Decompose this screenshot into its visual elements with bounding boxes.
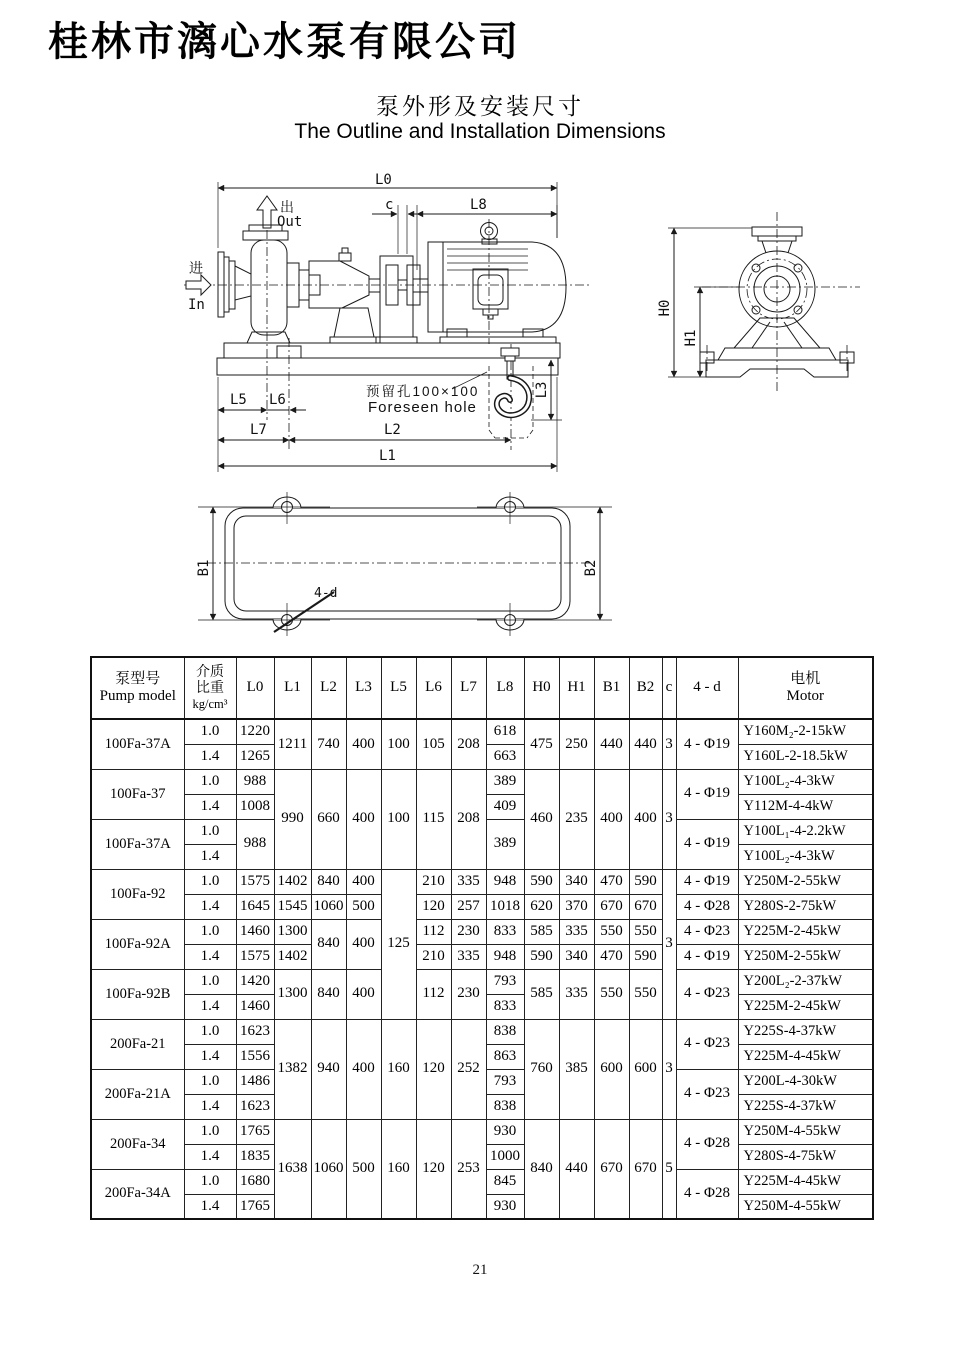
- dimension-cell: 4 - Φ23: [676, 969, 738, 1019]
- dimension-cell: 760: [524, 1019, 559, 1119]
- pump-model-cell: 200Fa-34: [91, 1119, 184, 1169]
- dimension-cell: 208: [451, 769, 486, 869]
- dimension-cell: 670: [594, 1119, 629, 1219]
- dimension-cell: 1.4: [184, 1094, 236, 1119]
- col-header-L2: L2: [311, 657, 346, 719]
- table-row: [91, 894, 873, 919]
- dimension-cell: 4 - Φ28: [676, 894, 738, 919]
- dimension-cell: 1.0: [184, 1069, 236, 1094]
- dimension-cell: 550: [629, 969, 662, 1019]
- side-view: [184, 172, 592, 472]
- dimension-cell: 5: [662, 1119, 676, 1219]
- col-header-H1: H1: [559, 657, 594, 719]
- dimension-cell: 660: [311, 769, 346, 869]
- dimension-cell: 550: [594, 969, 629, 1019]
- dim-label-L7: L7: [250, 422, 267, 438]
- dimension-cell: 840: [524, 1119, 559, 1219]
- dimension-cell: 115: [416, 769, 451, 869]
- pump-model-cell: 200Fa-21A: [91, 1069, 184, 1119]
- motor-body: [428, 223, 566, 344]
- page-title-zh: 泵外形及安装尺寸: [376, 93, 584, 119]
- table-header: [91, 657, 873, 719]
- dimension-cell: 100: [381, 719, 416, 769]
- dimension-cell: 670: [629, 1119, 662, 1219]
- dimension-cell: 1211: [274, 719, 311, 769]
- dimension-cell: 620: [524, 894, 559, 919]
- dimension-cell: 4 - Φ19: [676, 819, 738, 869]
- page-title-en: The Outline and Installation Dimensions: [294, 120, 666, 143]
- dimension-cell: 1402: [274, 944, 311, 969]
- table-row: [91, 769, 873, 794]
- table-row: [91, 919, 873, 944]
- dim-label-L0: L0: [375, 172, 392, 188]
- dimension-cell: 793: [486, 1069, 524, 1094]
- pump-model-cell: 100Fa-37A: [91, 719, 184, 769]
- dimension-cell: 1623: [236, 1094, 274, 1119]
- col-header-L0: L0: [236, 657, 274, 719]
- dimension-cell: 1556: [236, 1044, 274, 1069]
- dimension-cell: 400: [346, 1019, 381, 1119]
- motor-cell: Y200L₂-2-37kW: [738, 969, 873, 994]
- dimension-cell: 235: [559, 769, 594, 869]
- dim-label-L1: L1: [379, 448, 396, 464]
- dimension-cell: 1060: [311, 1119, 346, 1219]
- dimension-cell: 4 - Φ19: [676, 869, 738, 894]
- dimension-cell: 600: [594, 1019, 629, 1119]
- col-header-c: c: [662, 657, 676, 719]
- dimension-cell: 550: [629, 919, 662, 944]
- dim-label-B2: B2: [583, 559, 599, 577]
- col-header-B2: B2: [629, 657, 662, 719]
- dimension-cell: 1.0: [184, 1169, 236, 1194]
- dimension-cell: 100: [381, 769, 416, 869]
- col-header-4d: 4 - d: [676, 657, 738, 719]
- dimension-cell: 340: [559, 869, 594, 894]
- dimension-cell: 400: [346, 969, 381, 1019]
- dim-label-B1: B1: [196, 559, 212, 577]
- dimension-cell: 663: [486, 744, 524, 769]
- dimension-cell: 210: [416, 869, 451, 894]
- dimension-cell: 838: [486, 1094, 524, 1119]
- motor-cell: Y280S-4-75kW: [738, 1144, 873, 1169]
- dimensions-table-wrap: [90, 656, 874, 1220]
- dimension-cell: 948: [486, 869, 524, 894]
- dimension-cell: 440: [629, 719, 662, 769]
- dimension-cell: 930: [486, 1194, 524, 1219]
- dimension-cell: 1.4: [184, 844, 236, 869]
- dimension-cell: 4 - Φ23: [676, 919, 738, 944]
- col-header-pump-model: 泵型号 Pump model: [91, 657, 184, 719]
- dimension-cell: 1.0: [184, 719, 236, 744]
- dimension-cell: 210: [416, 944, 451, 969]
- dimension-cell: 1382: [274, 1019, 311, 1119]
- dimension-cell: 389: [486, 769, 524, 794]
- dimension-cell: 400: [346, 719, 381, 769]
- dimension-cell: 1220: [236, 719, 274, 744]
- dimension-cell: 1460: [236, 919, 274, 944]
- motor-cell: Y100L₁-4-2.2kW: [738, 819, 873, 844]
- pump-model-cell: 100Fa-92A: [91, 919, 184, 969]
- dimension-cell: 1460: [236, 994, 274, 1019]
- dimension-cell: 1.4: [184, 1044, 236, 1069]
- dimension-cell: 3: [662, 769, 676, 869]
- dimension-cell: 840: [311, 919, 346, 969]
- dimension-cell: 1.0: [184, 919, 236, 944]
- dimension-cell: 833: [486, 919, 524, 944]
- dimension-cell: 208: [451, 719, 486, 769]
- inlet-label-en: In: [188, 297, 205, 313]
- pump-model-cell: 100Fa-92B: [91, 969, 184, 1019]
- motor-cell: Y160M₂-2-15kW: [738, 719, 873, 744]
- motor-cell: Y200L-4-30kW: [738, 1069, 873, 1094]
- table-row: [91, 1119, 873, 1144]
- motor-cell: Y250M-2-55kW: [738, 869, 873, 894]
- dimension-cell: 793: [486, 969, 524, 994]
- dimension-cell: 585: [524, 919, 559, 944]
- dimension-cell: 1008: [236, 794, 274, 819]
- dimension-cell: 1420: [236, 969, 274, 994]
- dimension-cell: 1.4: [184, 1144, 236, 1169]
- motor-cell: Y100L₂-4-3kW: [738, 769, 873, 794]
- dimension-cell: 1.0: [184, 1119, 236, 1144]
- dim-label-H1: H1: [683, 329, 699, 347]
- dimension-cell: 230: [451, 969, 486, 1019]
- dimension-cell: 470: [594, 869, 629, 894]
- dimension-cell: 1402: [274, 869, 311, 894]
- dimension-cell: 1680: [236, 1169, 274, 1194]
- pump-body: [218, 225, 428, 343]
- dimension-cell: 440: [594, 719, 629, 769]
- dimension-cell: 409: [486, 794, 524, 819]
- dimension-cell: 475: [524, 719, 559, 769]
- dimension-cell: 230: [451, 919, 486, 944]
- dimension-cell: 590: [629, 944, 662, 969]
- dimension-cell: 838: [486, 1019, 524, 1044]
- dimension-cell: 670: [629, 894, 662, 919]
- col-header-L1: L1: [274, 657, 311, 719]
- dimension-cell: 930: [486, 1119, 524, 1144]
- dimension-cell: 1.0: [184, 819, 236, 844]
- motor-cell: Y225S-4-37kW: [738, 1019, 873, 1044]
- dimension-cell: 1.4: [184, 1194, 236, 1219]
- motor-cell: Y250M-4-55kW: [738, 1194, 873, 1219]
- dimensions-table: [90, 656, 874, 1220]
- table-row: [91, 1019, 873, 1044]
- dimension-cell: 160: [381, 1119, 416, 1219]
- dim-label-L6: L6: [269, 392, 286, 408]
- pump-model-cell: 100Fa-37A: [91, 819, 184, 869]
- dimension-cell: 112: [416, 919, 451, 944]
- col-header-B1: B1: [594, 657, 629, 719]
- dimension-cell: 845: [486, 1169, 524, 1194]
- dimension-cell: 4 - Φ28: [676, 1119, 738, 1169]
- inlet-label-zh: 进: [189, 260, 203, 276]
- motor-cell: Y225S-4-37kW: [738, 1094, 873, 1119]
- motor-cell: Y280S-2-75kW: [738, 894, 873, 919]
- dimension-cell: 460: [524, 769, 559, 869]
- dimension-cell: 740: [311, 719, 346, 769]
- dimension-cell: 1486: [236, 1069, 274, 1094]
- outlet-label-zh: 出: [280, 199, 294, 215]
- plan-view: [196, 492, 612, 636]
- dimension-cell: 253: [451, 1119, 486, 1219]
- dimension-cell: 1765: [236, 1119, 274, 1144]
- dimension-cell: 1765: [236, 1194, 274, 1219]
- dimension-cell: 1.4: [184, 944, 236, 969]
- dimension-cell: 400: [594, 769, 629, 869]
- table-row: [91, 944, 873, 969]
- dimension-cell: 1623: [236, 1019, 274, 1044]
- dimension-cell: 833: [486, 994, 524, 1019]
- dim-label-H0: H0: [657, 299, 673, 317]
- dimension-cell: 335: [559, 969, 594, 1019]
- dimension-cell: 4 - Φ28: [676, 1169, 738, 1219]
- dimension-cell: 335: [559, 919, 594, 944]
- dimension-cell: 3: [662, 719, 676, 769]
- dimension-cell: 863: [486, 1044, 524, 1069]
- foreseen-hole-label-zh: 预留孔100×100: [366, 384, 480, 399]
- motor-cell: Y100L₂-4-3kW: [738, 844, 873, 869]
- dimension-cell: 105: [416, 719, 451, 769]
- company-title: 桂林市漓心水泵有限公司: [48, 20, 521, 64]
- dimension-cell: 1300: [274, 919, 311, 944]
- dimension-cell: 250: [559, 719, 594, 769]
- motor-cell: Y225M-4-45kW: [738, 1169, 873, 1194]
- motor-cell: Y160L-2-18.5kW: [738, 744, 873, 769]
- dimension-cell: 618: [486, 719, 524, 744]
- dimension-cell: 3: [662, 869, 676, 1019]
- dimension-cell: 1575: [236, 869, 274, 894]
- col-header-medium-density: 介质 比重 kg/cm³: [184, 657, 236, 719]
- dimension-cell: 120: [416, 1019, 451, 1119]
- table-row: [91, 869, 873, 894]
- outlet-label-en: Out: [277, 214, 303, 230]
- dimension-cell: 1.4: [184, 744, 236, 769]
- dimension-cell: 4 - Φ19: [676, 944, 738, 969]
- motor-cell: Y225M-2-45kW: [738, 919, 873, 944]
- foreseen-hole-label-en: Foreseen hole: [368, 399, 477, 416]
- dimension-cell: 4 - Φ19: [676, 719, 738, 769]
- table-row: [91, 969, 873, 994]
- pump-model-cell: 100Fa-92: [91, 869, 184, 919]
- motor-cell: Y250M-2-55kW: [738, 944, 873, 969]
- dimension-cell: 940: [311, 1019, 346, 1119]
- dim-label-L2: L2: [384, 422, 401, 438]
- dimension-cell: 257: [451, 894, 486, 919]
- dimension-cell: 600: [629, 1019, 662, 1119]
- motor-cell: Y225M-2-45kW: [738, 994, 873, 1019]
- pump-model-cell: 100Fa-37: [91, 769, 184, 819]
- dimension-cell: 252: [451, 1019, 486, 1119]
- col-header-L8: L8: [486, 657, 524, 719]
- dimension-cell: 385: [559, 1019, 594, 1119]
- dimension-cell: 500: [346, 894, 381, 919]
- dimension-cell: 1.0: [184, 1019, 236, 1044]
- dimension-cell: 590: [629, 869, 662, 894]
- end-view: [657, 212, 860, 392]
- dimension-cell: 389: [486, 819, 524, 869]
- dimension-cell: 120: [416, 1119, 451, 1219]
- dimension-cell: 1300: [274, 969, 311, 1019]
- dimension-cell: 1265: [236, 744, 274, 769]
- col-header-L5: L5: [381, 657, 416, 719]
- dimension-cell: 988: [236, 819, 274, 869]
- dimension-cell: 1.4: [184, 894, 236, 919]
- dimension-cell: 1.0: [184, 869, 236, 894]
- dimension-cell: 1645: [236, 894, 274, 919]
- dimension-cell: 550: [594, 919, 629, 944]
- dimension-cell: 4 - Φ23: [676, 1019, 738, 1069]
- dimension-cell: 840: [311, 969, 346, 1019]
- dim-label-L5: L5: [230, 392, 247, 408]
- dimension-cell: 590: [524, 944, 559, 969]
- pump-outline-drawing: [0, 168, 960, 660]
- dimension-cell: 440: [559, 1119, 594, 1219]
- dimension-cell: 335: [451, 944, 486, 969]
- holes-label-4d: 4-d: [314, 586, 338, 601]
- dimension-cell: 585: [524, 969, 559, 1019]
- dimension-cell: 335: [451, 869, 486, 894]
- motor-cell: Y250M-4-55kW: [738, 1119, 873, 1144]
- dimension-cell: 470: [594, 944, 629, 969]
- motor-cell: Y225M-4-45kW: [738, 1044, 873, 1069]
- dimension-cell: 590: [524, 869, 559, 894]
- dimension-cell: 3: [662, 1019, 676, 1119]
- dimension-cell: 1545: [274, 894, 311, 919]
- dimension-cell: 160: [381, 1019, 416, 1119]
- dimension-cell: 120: [416, 894, 451, 919]
- motor-cell: Y112M-4-4kW: [738, 794, 873, 819]
- dimension-cell: 990: [274, 769, 311, 869]
- dimension-cell: 112: [416, 969, 451, 1019]
- dimension-cell: 500: [346, 1119, 381, 1219]
- dimension-cell: 1000: [486, 1144, 524, 1169]
- dimension-cell: 670: [594, 894, 629, 919]
- dimension-cell: 4 - Φ19: [676, 769, 738, 819]
- dim-label-L3: L3: [534, 381, 550, 399]
- dimension-cell: 1060: [311, 894, 346, 919]
- table-row: [91, 719, 873, 744]
- dim-label-L8: L8: [470, 197, 487, 213]
- col-header-L3: L3: [346, 657, 381, 719]
- dimension-cell: 370: [559, 894, 594, 919]
- dimension-cell: 1.4: [184, 794, 236, 819]
- dimension-cell: 988: [236, 769, 274, 794]
- dim-label-c: c: [385, 197, 394, 213]
- dimension-cell: 1575: [236, 944, 274, 969]
- pump-model-cell: 200Fa-34A: [91, 1169, 184, 1219]
- dimension-cell: 340: [559, 944, 594, 969]
- dimension-cell: 125: [381, 869, 416, 1019]
- dimension-cell: 4 - Φ23: [676, 1069, 738, 1119]
- dimension-cell: 1.0: [184, 969, 236, 994]
- dimension-cell: 1638: [274, 1119, 311, 1219]
- dimension-cell: 1.0: [184, 769, 236, 794]
- dimension-cell: 1.4: [184, 994, 236, 1019]
- col-header-L6: L6: [416, 657, 451, 719]
- dimension-cell: 1018: [486, 894, 524, 919]
- dimension-cell: 400: [346, 919, 381, 969]
- dimension-cell: 400: [346, 869, 381, 894]
- dimension-cell: 400: [629, 769, 662, 869]
- dimension-cell: 1835: [236, 1144, 274, 1169]
- col-header-L7: L7: [451, 657, 486, 719]
- dimension-cell: 948: [486, 944, 524, 969]
- dimension-cell: 840: [311, 869, 346, 894]
- page-number: 21: [472, 1262, 488, 1278]
- dimension-cell: 400: [346, 769, 381, 869]
- col-header-motor: 电机 Motor: [738, 657, 873, 719]
- col-header-H0: H0: [524, 657, 559, 719]
- pump-model-cell: 200Fa-21: [91, 1019, 184, 1069]
